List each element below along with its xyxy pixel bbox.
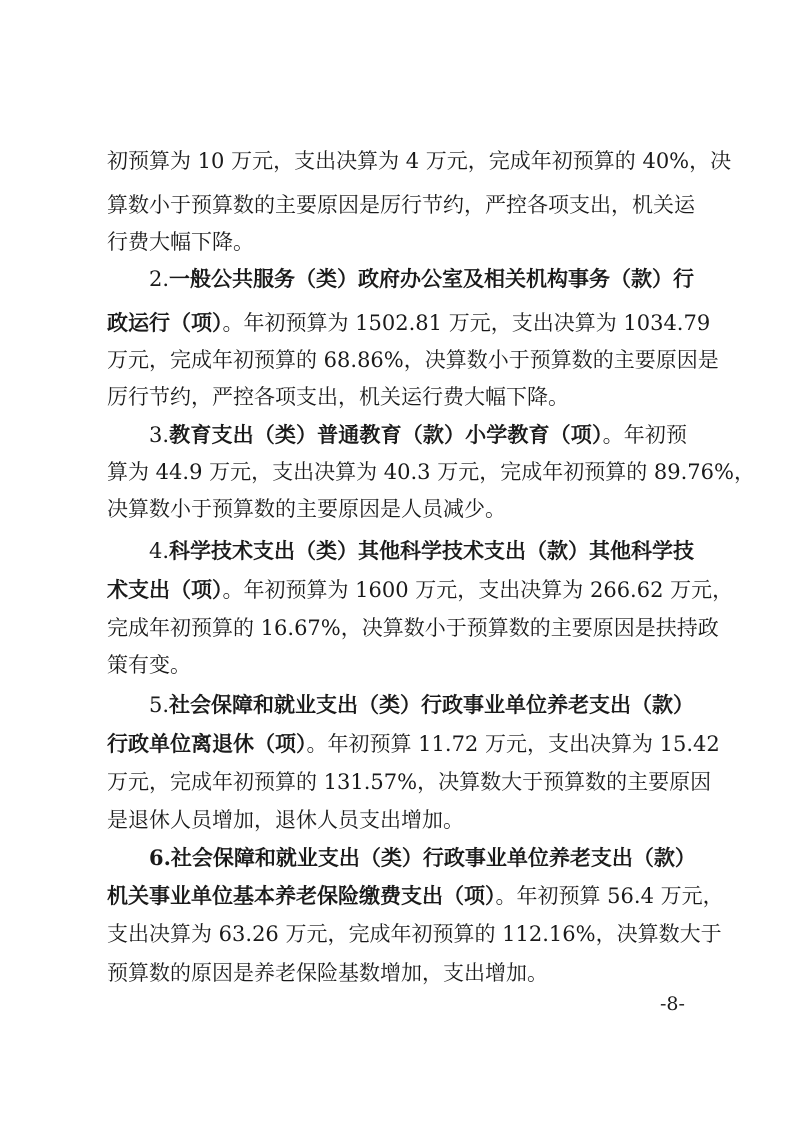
- body-text-segment: 。年初预算 56.4 万元，: [495, 884, 724, 908]
- paragraph-5-line-4: [107, 805, 687, 835]
- paragraph-4-line-2: [107, 575, 734, 605]
- paragraph-4-line-3: [107, 613, 719, 643]
- paragraph-3-line-3: [107, 494, 687, 524]
- paragraph-6-line-2: [107, 881, 724, 911]
- body-text-segment: 算数小于预算数的主要原因是厉行节约，严控各项支出，机关运: [107, 193, 695, 217]
- paragraph-3-line-2: [107, 457, 755, 487]
- body-text-segment: 3.: [149, 423, 170, 447]
- body-text-segment: 完成年初预算的 16.67%，决算数小于预算数的主要原因是扶持政: [107, 616, 719, 640]
- bold-heading-text: 行政单位离退休（项）: [107, 731, 307, 756]
- bold-heading-text: 社会保障和就业支出（类）行政事业单位养老支出（款）: [169, 692, 695, 717]
- paragraph-2-line-1: [149, 264, 695, 294]
- body-text-segment: 决算数小于预算数的主要原因是人员减少。: [107, 497, 506, 521]
- body-text-segment: 。年初预: [602, 423, 688, 447]
- paragraph-6-line-4: [107, 958, 687, 988]
- paragraph-5-line-1: [149, 690, 695, 720]
- body-text-segment: 万元，完成年初预算的 68.86%，决算数小于预算数的主要原因是: [107, 348, 719, 372]
- bold-heading-text: 一般公共服务（类）政府办公室及相关机构事务（款）行: [169, 266, 695, 291]
- paragraph-3-line-1: [149, 420, 687, 450]
- bold-heading-text: 机关事业单位基本养老保险缴费支出（项）: [107, 883, 496, 908]
- body-text-segment: 。年初预算为 1600 万元，支出决算为 266.62 万元，: [222, 578, 734, 602]
- body-text-segment: 4.: [149, 539, 170, 563]
- paragraph-2-line-4: [107, 382, 687, 412]
- bold-heading-text: 术支出（项）: [107, 577, 223, 602]
- paragraph-4-line-4: [107, 650, 687, 680]
- paragraph-5-line-3: [107, 767, 712, 797]
- bold-heading-text: 科学技术支出（类）其他科学技术支出（款）其他科学技: [169, 538, 695, 563]
- paragraph-2-line-3: [107, 345, 719, 375]
- body-text-segment: 预算数的原因是养老保险基数增加，支出增加。: [107, 961, 548, 985]
- paragraph-1-line-3: [107, 227, 687, 257]
- bold-heading-text: 政运行（项）: [107, 310, 223, 335]
- paragraph-1-line-2: [107, 190, 695, 220]
- paragraph-4-line-1: [149, 536, 695, 566]
- body-text-segment: 初预算为 10 万元，支出决算为 4 万元，完成年初预算的 40%，决: [107, 149, 732, 173]
- paragraph-1-line-1: [107, 146, 732, 176]
- body-text-segment: 支出决算为 63.26 万元，完成年初预算的 112.16%，决算数大于: [107, 922, 722, 946]
- body-text-segment: 行费大幅下降。: [107, 230, 254, 254]
- paragraph-6-line-1: [149, 843, 696, 873]
- body-text-segment: 2.: [149, 267, 170, 291]
- body-text-segment: 5.: [149, 693, 170, 717]
- paragraph-6-line-3: [107, 919, 722, 949]
- body-text-segment: 万元，完成年初预算的 131.57%，决算数大于预算数的主要原因: [107, 770, 712, 794]
- page-number: -8-: [660, 993, 685, 1015]
- bold-heading-text: 教育支出（类）普通教育（款）小学教育（项）: [169, 422, 603, 447]
- paragraph-5-line-2: [107, 729, 720, 759]
- body-text-segment: 算为 44.9 万元，支出决算为 40.3 万元，完成年初预算的 89.76%，: [107, 460, 755, 484]
- body-text-segment: 策有变。: [107, 653, 191, 677]
- bold-heading-text: 6.社会保障和就业支出（类）行政事业单位养老支出（款）: [149, 845, 696, 870]
- body-text-segment: 厉行节约，严控各项支出，机关运行费大幅下降。: [107, 385, 569, 409]
- paragraph-2-line-2: [107, 308, 711, 338]
- body-text-segment: 是退休人员增加，退休人员支出增加。: [107, 808, 464, 832]
- body-text-segment: 。年初预算 11.72 万元，支出决算为 15.42: [306, 732, 720, 756]
- body-text-segment: 。年初预算为 1502.81 万元，支出决算为 1034.79: [222, 311, 711, 335]
